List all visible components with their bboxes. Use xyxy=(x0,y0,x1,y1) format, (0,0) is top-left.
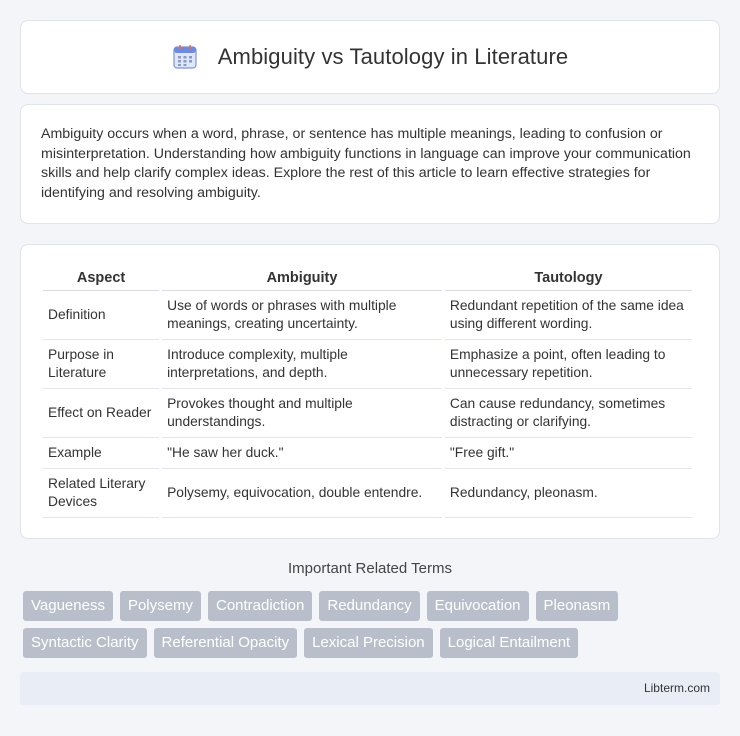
row-tautology: Can cause redundancy, sometimes distracting or clarifying. xyxy=(445,389,692,438)
row-tautology: "Free gift." xyxy=(445,438,692,469)
related-terms-tags xyxy=(23,591,723,665)
comparison-table xyxy=(40,265,695,518)
tag-row xyxy=(23,628,723,658)
footer xyxy=(20,672,720,705)
row-aspect: Example xyxy=(43,438,159,469)
intro-card xyxy=(20,104,720,224)
tag-logical-entailment[interactable]: Logical Entailment xyxy=(440,628,579,658)
title-wrap xyxy=(172,44,569,70)
row-ambiguity: Polysemy, equivocation, double entendre. xyxy=(162,469,442,518)
related-terms-title: Important Related Terms xyxy=(288,560,452,577)
tag-vagueness[interactable]: Vagueness xyxy=(23,591,113,621)
row-tautology: Emphasize a point, often leading to unnecessary repetition. xyxy=(445,340,692,389)
row-ambiguity: Provokes thought and multiple understandings. xyxy=(162,389,442,438)
tag-pleonasm[interactable]: Pleonasm xyxy=(536,591,619,621)
row-aspect: Related Literary Devices xyxy=(43,469,159,518)
tag-syntactic-clarity[interactable]: Syntactic Clarity xyxy=(23,628,147,658)
row-ambiguity: "He saw her duck." xyxy=(162,438,442,469)
row-aspect: Effect on Reader xyxy=(43,389,159,438)
intro-text: Ambiguity occurs when a word, phrase, or sentence has multiple meanings, leading to confusion or misinterpretation. Understanding how ambiguity functions in language can improve your communication skills and help clarify complex ideas. Explore the rest of this article to learn effective strategies for identifying and resolving ambiguity. xyxy=(41,126,691,201)
table-row xyxy=(43,340,692,389)
footer-brand-link[interactable]: Libterm.com xyxy=(643,681,710,695)
table-row xyxy=(43,438,692,469)
table-row xyxy=(43,291,692,340)
table-row xyxy=(43,469,692,518)
tag-equivocation[interactable]: Equivocation xyxy=(427,591,529,621)
tag-contradiction[interactable]: Contradiction xyxy=(208,591,312,621)
row-ambiguity: Introduce complexity, multiple interpretations, and depth. xyxy=(162,340,442,389)
tag-redundancy[interactable]: Redundancy xyxy=(319,591,419,621)
row-tautology: Redundancy, pleonasm. xyxy=(445,469,692,518)
row-aspect: Definition xyxy=(43,291,159,340)
row-aspect: Purpose in Literature xyxy=(43,340,159,389)
page-title: Ambiguity vs Tautology in Literature xyxy=(217,44,569,69)
tag-polysemy[interactable]: Polysemy xyxy=(120,591,201,621)
tag-referential-opacity[interactable]: Referential Opacity xyxy=(154,628,298,658)
row-ambiguity: Use of words or phrases with multiple meanings, creating uncertainty. xyxy=(162,291,442,340)
row-tautology: Redundant repetition of the same idea using different wording. xyxy=(445,291,692,340)
header-ambiguity: Ambiguity xyxy=(162,265,442,291)
tag-lexical-precision[interactable]: Lexical Precision xyxy=(304,628,433,658)
table-row xyxy=(43,389,692,438)
calendar-icon xyxy=(172,44,198,70)
table-header-row xyxy=(43,265,692,291)
header-tautology: Tautology xyxy=(445,265,692,291)
header-aspect: Aspect xyxy=(43,265,159,291)
tag-row xyxy=(23,591,723,621)
comparison-table-card xyxy=(20,244,720,539)
header-card xyxy=(20,20,720,94)
